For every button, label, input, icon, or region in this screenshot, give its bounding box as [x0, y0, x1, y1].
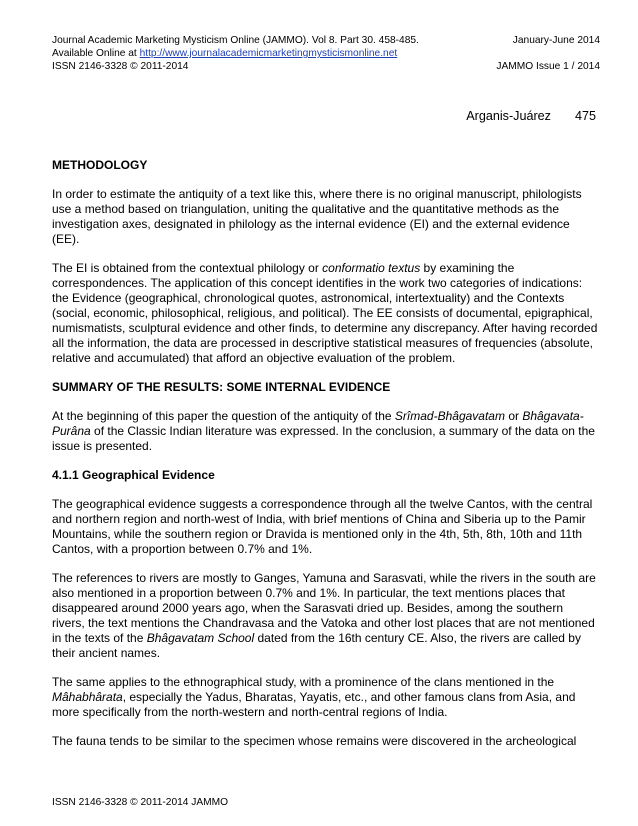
geo-paragraph-2: The references to rivers are mostly to Ganges, Yamuna and Sarasvati, while the rivers in the south are also mentioned in a proportion between 0.7% and 1%. In particular, the text mentions places that disappeared around 2000 years ago, when the Sarasvati dried up. Besides, among the southern rivers, the text mentions the Chandravasa and the Vatoka and other lost places that are not mentioned in the texts of the Bhâgavatam School dated from the 16th century CE. Also, the rivers are called by their ancient names.: [52, 571, 596, 660]
issue-date: January-June 2014: [512, 35, 600, 46]
geographical-evidence-heading: 4.1.1 Geographical Evidence: [52, 468, 215, 482]
italic-term: conformatio textus: [322, 261, 421, 275]
italic-title: Srîmad-Bhâgavatam: [394, 409, 505, 423]
methodology-paragraph-2: The EI is obtained from the contextual philology or conformatio textus by examining the correspondences. The application of this concept identifies in the work two categories of indications: the Evidence (geographical, chronological quotes, astronomical, intertextuality) and the Contexts (social, economic, philosophical, religious, and political). The EE consists of documental, epigraphical, numismatists, sculptural evidence and other finds, to determine any discrepancy. After having recorded all the information, the data are processed in descriptive statistical measures of frequencies (absolute, relative and accumulated) that afford an objective evaluation of the problem.: [52, 261, 598, 365]
methodology-heading: METHODOLOGY: [52, 158, 148, 172]
page-number: 475: [574, 109, 596, 123]
author-name: Arganis-Juárez: [466, 109, 551, 123]
journal-citation: Journal Academic Marketing Mysticism Online (JAMMO). Vol 8. Part 30. 458-485.: [52, 35, 419, 46]
italic-term: Bhâgavatam School: [146, 631, 255, 645]
italic-title: Bhâgavata-Purâna: [52, 409, 584, 438]
running-header: [52, 34, 600, 73]
header-issn: ISSN 2146-3328 © 2011-2014: [52, 61, 189, 72]
journal-url-link[interactable]: http://www.journalacademicmarketingmysticismonline.net: [139, 48, 398, 59]
methodology-paragraph-1: In order to estimate the antiquity of a text like this, where there is no original manuscript, philologists use a method based on triangulation, uniting the qualitative and the quantitative methods as the investigation axes, designated in philology as the internal evidence (EI) and the external evidence (EE).: [52, 187, 582, 246]
geo-paragraph-4: The fauna tends to be similar to the specimen whose remains were discovered in the archeological: [52, 734, 577, 748]
article-body: [52, 158, 598, 763]
geo-paragraph-1: The geographical evidence suggests a correspondence through all the twelve Cantos, with the central and northern region and north-west of India, with brief mentions of China and Siberia up to the Pamir Mountains, while the southern region or Dravida is mentioned only in the 4th, 5th, 8th, 10th and 11th Cantos, with a proportion between 0.7% and 1%.: [52, 497, 593, 556]
author-page-line: [466, 109, 596, 123]
header-issue: JAMMO Issue 1 / 2014: [496, 61, 600, 72]
summary-heading: SUMMARY OF THE RESULTS: SOME INTERNAL EVIDENCE: [52, 380, 391, 394]
geo-paragraph-3: The same applies to the ethnographical study, with a prominence of the clans mentioned in the Mâhabhârata, especially the Yadus, Bharatas, Yayatis, etc., and other famous clans from Asia, and more specifically from the north-western and north-central regions of India.: [52, 675, 576, 719]
italic-title: Mâhabhârata: [52, 690, 123, 704]
availability-line: Available Online at http://www.journalacademicmarketingmysticismonline.net: [52, 48, 398, 59]
page-footer: ISSN 2146-3328 © 2011-2014 JAMMO: [52, 797, 229, 808]
summary-paragraph: At the beginning of this paper the question of the antiquity of the Srîmad-Bhâgavatam or Bhâgavata-Purâna of the Classic Indian literature was expressed. In the conclusion, a summary of the data on the issue is presented.: [52, 409, 595, 453]
